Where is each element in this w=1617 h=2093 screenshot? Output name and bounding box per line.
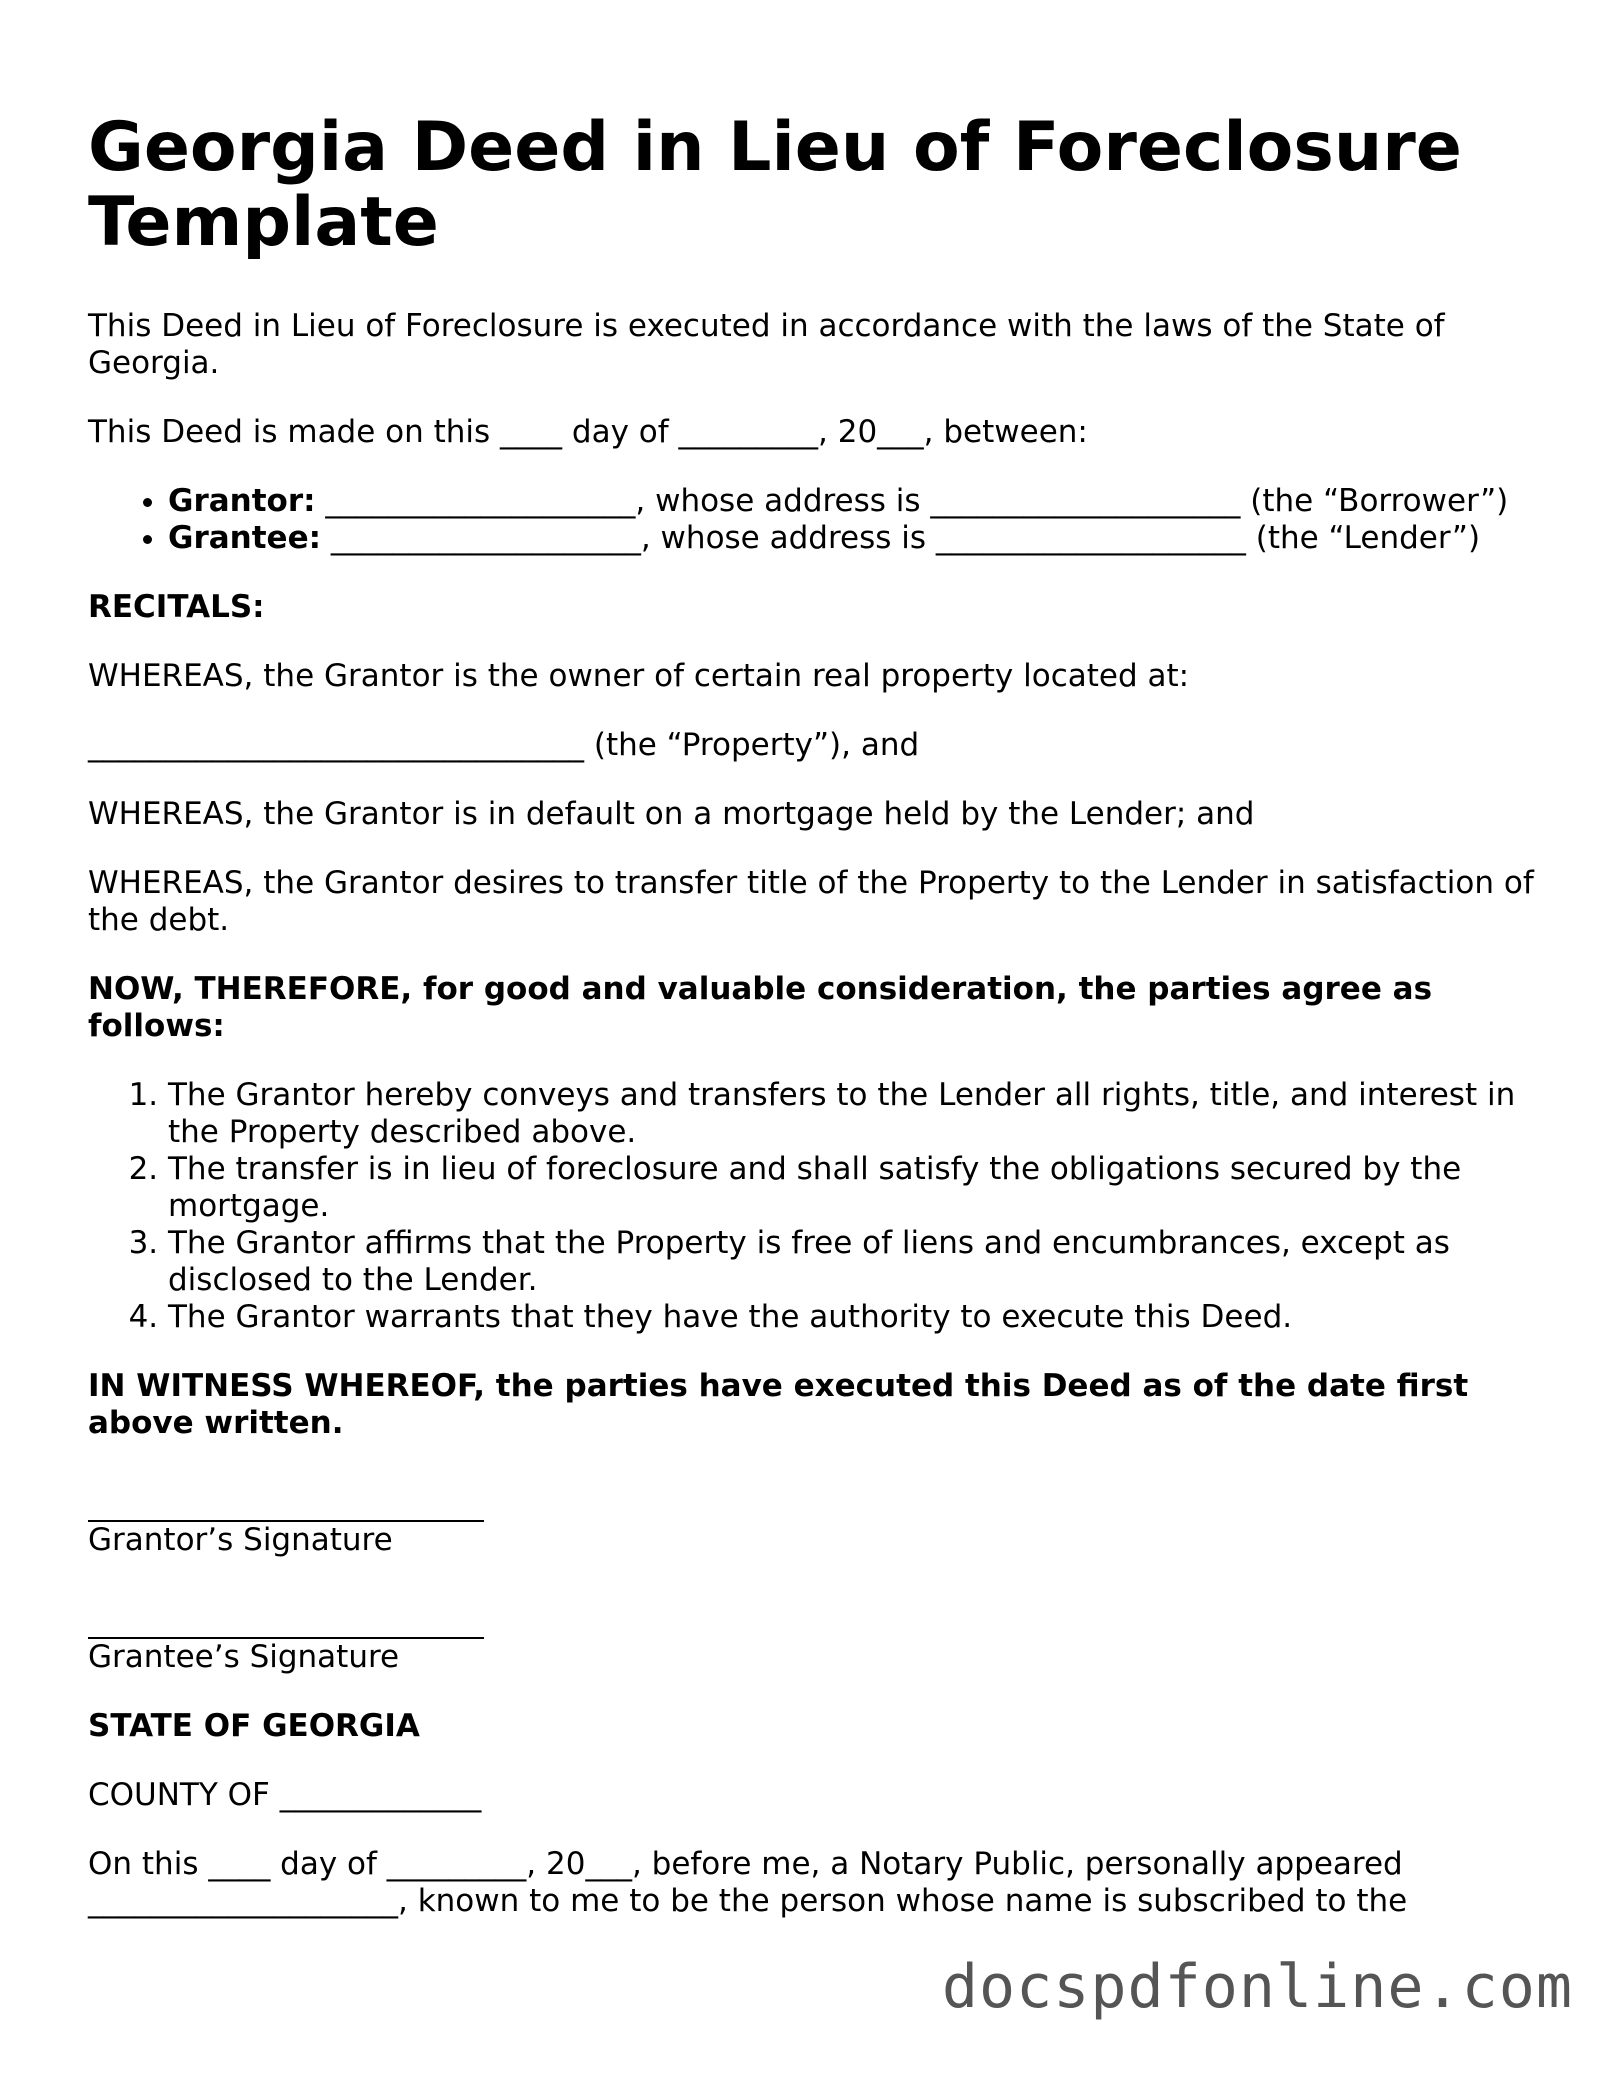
parties-list: [88, 483, 1538, 557]
party-text: ____________________, whose address is ____________________ (the “Borrower”): [315, 483, 1509, 519]
party-grantor: [168, 483, 1538, 520]
state-heading: STATE OF GEORGIA: [88, 1708, 420, 1744]
whereas-default: WHEREAS, the Grantor is in default on a mortgage held by the Lender; and: [88, 796, 1255, 832]
party-label: Grantor:: [168, 483, 316, 519]
signature-label: Grantor’s Signature: [88, 1522, 393, 1558]
property-line: ________________________________ (the “Property”), and: [88, 727, 920, 763]
signature-line[interactable]: [88, 1601, 484, 1639]
term-item: 4. The Grantor warrants that they have the authority to execute this Deed.: [168, 1299, 1538, 1336]
signature-line[interactable]: [88, 1484, 484, 1522]
term-item: 1. The Grantor hereby conveys and transfers to the Lender all rights, title, and interest in the Property described above.: [168, 1077, 1538, 1151]
document-page: [88, 110, 1538, 1952]
grantor-signature-block: [88, 1484, 1538, 1559]
terms-list: [88, 1077, 1538, 1336]
watermark: docspdfonline.com: [941, 1952, 1573, 2022]
whereas-owner: WHEREAS, the Grantor is the owner of certain real property located at:: [88, 658, 1190, 694]
document-title: Georgia Deed in Lieu of Foreclosure Template: [88, 108, 1462, 262]
county-line: COUNTY OF _____________: [88, 1777, 482, 1813]
party-label: Grantee:: [168, 520, 321, 556]
signature-label: Grantee’s Signature: [88, 1639, 400, 1675]
intro-paragraph: This Deed in Lieu of Foreclosure is executed in accordance with the laws of the State of Georgia.: [88, 308, 1445, 381]
witness-heading: IN WITNESS WHEREOF, the parties have executed this Deed as of the date first above written.: [88, 1368, 1469, 1441]
term-item: 2. The transfer is in lieu of foreclosure and shall satisfy the obligations secured by the mortgage.: [168, 1151, 1538, 1225]
notary-paragraph: On this ____ day of _________, 20___, before me, a Notary Public, personally appeared ____________________, known to me to be the person whose name is subscribed to the: [88, 1846, 1408, 1919]
whereas-transfer: WHEREAS, the Grantor desires to transfer title of the Property to the Lender in satisfaction of the debt.: [88, 865, 1534, 938]
term-item: 3. The Grantor affirms that the Property is free of liens and encumbrances, except as disclosed to the Lender.: [168, 1225, 1538, 1299]
made-on-paragraph: This Deed is made on this ____ day of _________, 20___, between:: [88, 414, 1088, 450]
party-grantee: [168, 520, 1538, 557]
party-text: ____________________, whose address is ____________________ (the “Lender”): [321, 520, 1481, 556]
grantee-signature-block: [88, 1601, 1538, 1676]
recitals-heading: RECITALS:: [88, 589, 265, 625]
therefore-heading: NOW, THEREFORE, for good and valuable consideration, the parties agree as follows:: [88, 971, 1433, 1044]
